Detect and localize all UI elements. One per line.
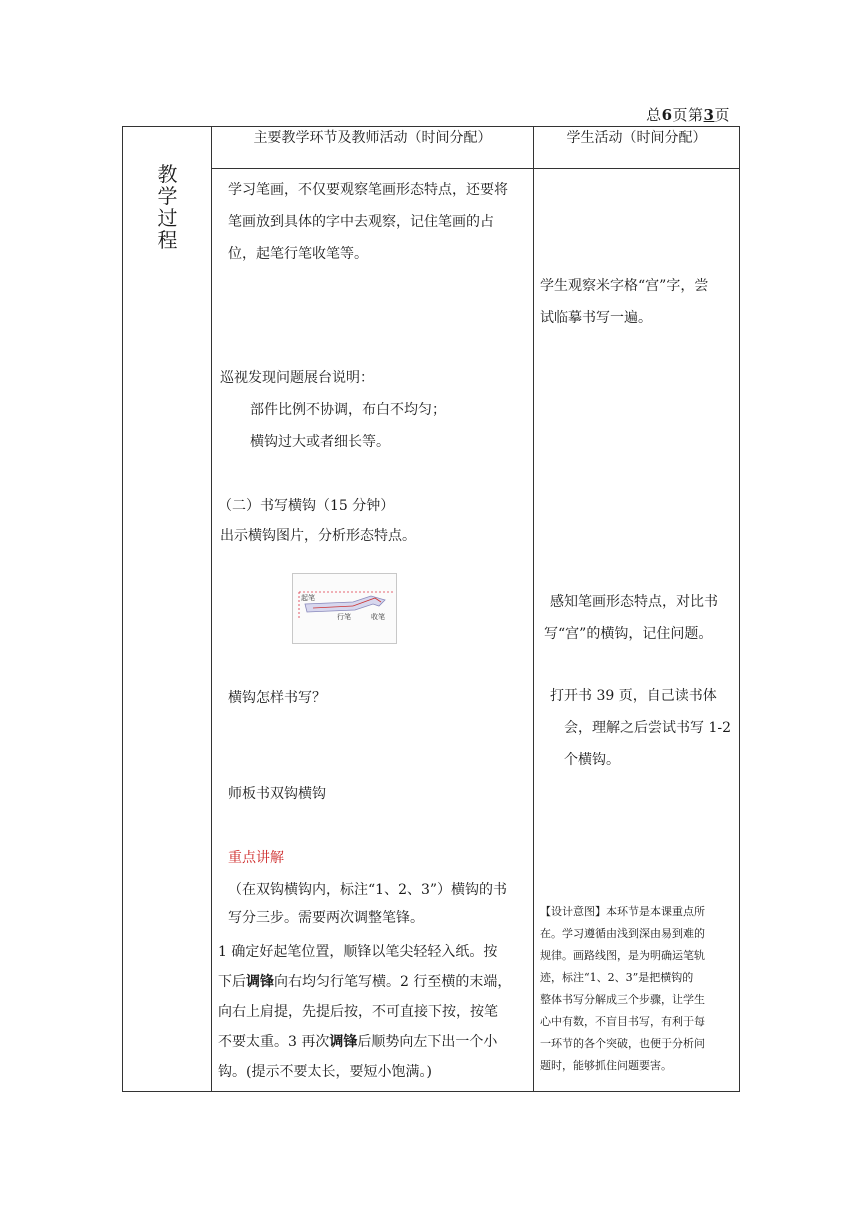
page-total: 6 bbox=[661, 106, 673, 124]
how-to-write: 横钩怎样书写？ bbox=[228, 690, 326, 706]
patrol-item: 横钩过大或者细长等。 bbox=[250, 434, 390, 450]
intro-line: 笔画放到具体的字中去观察，记住笔画的占 bbox=[228, 214, 494, 230]
observe-line: 学生观察米字格“宫”字，尝 bbox=[540, 278, 709, 294]
design-intent-line: 在。学习遵循由浅到深由易到难的 bbox=[540, 927, 705, 940]
design-intent-line: 【设计意图】本环节是本课重点所 bbox=[540, 905, 705, 918]
page-number bbox=[646, 104, 730, 125]
book-line: 个横钩。 bbox=[564, 752, 620, 768]
lesson-table bbox=[122, 126, 740, 1092]
key-desc-line: （在双钩横钩内，标注“1、2、3”）横钩的书 bbox=[228, 882, 508, 898]
header-student: 学生活动（时间分配） bbox=[534, 127, 740, 169]
step-line: 下后调锋向右均匀行笔写横。2 行至横的末端， bbox=[218, 974, 512, 990]
perceive-line: 写“宫”的横钩，记住问题。 bbox=[544, 626, 713, 642]
step-line: 不要太重。3 再次调锋后顺势向左下出一个小 bbox=[218, 1034, 498, 1050]
side-char: 教 bbox=[157, 162, 178, 186]
side-label bbox=[123, 163, 212, 251]
step-line: 钩。(提示不要太长，要短小饱满。) bbox=[218, 1064, 432, 1080]
figure-label-end: 收笔 bbox=[371, 613, 385, 621]
section-title: （二）书写横钩（15 分钟） bbox=[218, 498, 395, 514]
student-cell bbox=[534, 169, 740, 1092]
side-char: 学 bbox=[157, 184, 178, 208]
perceive-line: 感知笔画形态特点，对比书 bbox=[550, 594, 718, 610]
key-point-title: 重点讲解 bbox=[228, 850, 284, 866]
side-label-cell bbox=[123, 127, 212, 1092]
page-mid: 页第 bbox=[672, 106, 704, 124]
side-char: 过 bbox=[157, 206, 178, 230]
step-line: 向右上肩提，先提后按，不可直接下按，按笔 bbox=[218, 1004, 498, 1020]
design-intent-line: 心中有数，不盲目书写，有利于每 bbox=[540, 1015, 705, 1028]
design-intent-line: 一环节的各个突破，也便于分析问 bbox=[540, 1037, 705, 1050]
patrol-title: 巡视发现问题展台说明： bbox=[220, 370, 374, 386]
observe-line: 试临摹书写一遍。 bbox=[540, 310, 652, 326]
teacher-cell bbox=[212, 169, 534, 1092]
show-picture: 出示横钩图片，分析形态特点。 bbox=[220, 528, 416, 544]
intro-line: 学习笔画，不仅要观察笔画形态特点，还要将 bbox=[228, 182, 508, 198]
book-line: 会，理解之后尝试书写 1-2 bbox=[564, 720, 731, 736]
page-current: 3 bbox=[703, 106, 715, 124]
page-prefix: 总 bbox=[646, 106, 662, 124]
design-intent-line: 题时，能够抓住问题要害。 bbox=[540, 1059, 672, 1072]
hook-stroke-figure bbox=[292, 573, 397, 644]
patrol-item: 部件比例不协调，布白不均匀； bbox=[250, 402, 446, 418]
figure-label-move: 行笔 bbox=[337, 613, 351, 621]
side-char: 程 bbox=[157, 228, 178, 252]
design-intent-line: 迹，标注“1、2、3”是把横钩的 bbox=[540, 971, 694, 984]
header-teacher: 主要教学环节及教师活动（时间分配） bbox=[212, 127, 534, 169]
double-hook: 师板书双钩横钩 bbox=[228, 786, 326, 802]
intro-line: 位，起笔行笔收笔等。 bbox=[228, 246, 368, 262]
step-line: 1 确定好起笔位置，顺锋以笔尖轻轻入纸。按 bbox=[218, 944, 498, 960]
page-suffix: 页 bbox=[714, 106, 730, 124]
key-desc-line: 写分三步。需要两次调整笔锋。 bbox=[228, 910, 424, 926]
design-intent-line: 规律。画路线图，是为明确运笔轨 bbox=[540, 949, 705, 962]
figure-label-start: 起笔 bbox=[301, 594, 315, 602]
hook-stroke-illustration bbox=[293, 574, 396, 643]
book-line: 打开书 39 页，自己读书体 bbox=[550, 688, 717, 704]
design-intent-line: 整体书写分解成三个步骤，让学生 bbox=[540, 993, 705, 1006]
